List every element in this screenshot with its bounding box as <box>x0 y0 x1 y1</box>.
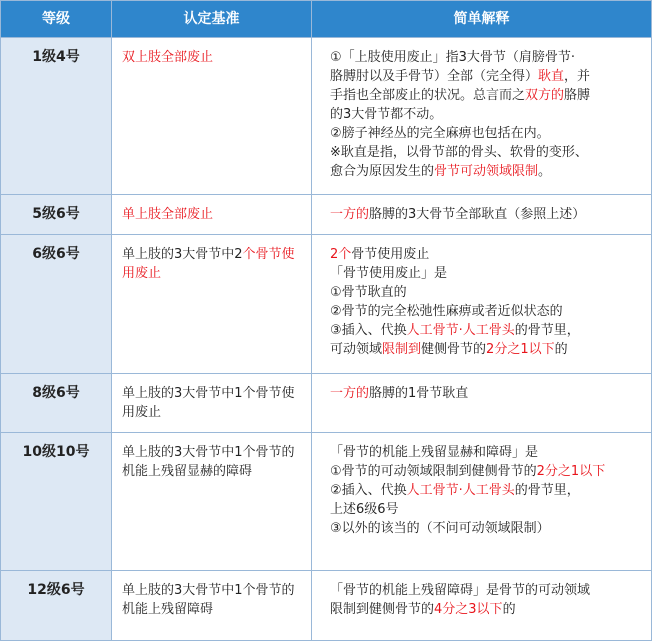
highlight-text: 2分之1以下 <box>486 342 555 357</box>
explanation-line <box>330 105 643 124</box>
grade-cell: 5级6号 <box>1 195 112 235</box>
text-segment: 单上肢的3大骨节中1个骨节的机能上残留障碍 <box>122 583 295 617</box>
text-segment: 愈合为原因发生的 <box>330 164 435 179</box>
explanation-line <box>330 48 643 67</box>
text-segment: 骨节使用废止 <box>351 247 430 262</box>
highlight-text: 2个 <box>330 247 352 262</box>
highlight-text: 双上肢全部废止 <box>122 50 214 65</box>
criteria-cell <box>112 374 312 433</box>
highlight-text: 4分之3以下 <box>434 602 503 617</box>
text-segment: ③插入、代换 <box>330 323 407 338</box>
highlight-text: 人工骨节·人工骨头 <box>406 323 515 338</box>
text-segment: ②骨节的完全松弛性麻痹或者近似状态的 <box>330 304 563 319</box>
criteria-cell <box>112 235 312 374</box>
text-segment: 手指也全部废止的状况。总言而之 <box>330 88 526 103</box>
explanation-line <box>330 340 643 359</box>
text-segment: 胳膊肘以及手骨节）全部（完全得） <box>330 69 539 84</box>
criteria-cell <box>112 433 312 571</box>
highlight-text: 一方的 <box>330 386 370 401</box>
explanation-line <box>330 500 643 519</box>
text-segment: 「骨节使用废止」是 <box>330 266 448 281</box>
explanation-line <box>330 124 643 143</box>
explanation-line <box>330 283 643 302</box>
explanation-line <box>330 245 643 264</box>
text-segment: 「骨节的机能上残留障碍」是骨节的可动领域 <box>330 583 591 598</box>
text-segment: 胳膊的3大骨节全部耿直（参照上述） <box>369 207 586 222</box>
criteria-cell <box>112 195 312 235</box>
criteria-cell <box>112 38 312 195</box>
explanation-line <box>330 519 643 538</box>
explanation-cell <box>312 235 652 374</box>
text-segment: 单上肢的3大骨节中1个骨节的机能上残留显赫的障碍 <box>122 445 295 479</box>
text-segment: ①骨节耿直的 <box>330 285 407 300</box>
text-segment: ③以外的该当的（不问可动领域限制） <box>330 521 550 536</box>
text-segment: 「骨节的机能上残留显赫和障碍」是 <box>330 445 539 460</box>
table-row <box>1 374 652 433</box>
explanation-line <box>330 67 643 86</box>
highlight-text: 单上肢全部废止 <box>122 207 214 222</box>
text-segment: 单上肢的3大骨节中1个骨节使用废止 <box>122 386 295 420</box>
explanation-line <box>330 264 643 283</box>
text-segment: 上述6级6号 <box>330 502 399 517</box>
explanation-line <box>330 143 643 162</box>
header-grade: 等级 <box>1 1 112 38</box>
criteria-cell <box>112 571 312 641</box>
table-row <box>1 433 652 571</box>
text-segment: 。 <box>538 164 552 179</box>
text-segment: 单上肢的3大骨节中2 <box>122 247 243 262</box>
grade-cell: 8级6号 <box>1 374 112 433</box>
explanation-line <box>330 86 643 105</box>
explanation-line <box>330 302 643 321</box>
header-explanation: 简单解释 <box>312 1 652 38</box>
highlight-text: 人工骨节·人工骨头 <box>406 483 515 498</box>
highlight-text: 个骨节使用废止 <box>122 247 295 281</box>
explanation-line <box>330 384 643 403</box>
explanation-line <box>330 162 643 181</box>
explanation-cell <box>312 38 652 195</box>
text-segment: ①骨节的可动领域限制到健侧骨节的 <box>330 464 537 479</box>
explanation-cell <box>312 571 652 641</box>
table-row <box>1 235 652 374</box>
text-segment: 的骨节里， <box>514 323 580 338</box>
explanation-cell <box>312 374 652 433</box>
text-segment: 胳膊的1骨节耿直 <box>369 386 469 401</box>
table-row <box>1 38 652 195</box>
grade-cell: 12级6号 <box>1 571 112 641</box>
text-segment: 的 <box>554 342 568 357</box>
explanation-line <box>330 481 643 500</box>
explanation-line <box>330 462 643 481</box>
explanation-line <box>330 581 643 600</box>
grade-cell: 1级4号 <box>1 38 112 195</box>
grade-cell: 10级10号 <box>1 433 112 571</box>
explanation-line <box>330 205 643 224</box>
text-segment: 限制到健侧骨节的 <box>330 602 435 617</box>
text-segment: 的 <box>502 602 516 617</box>
highlight-text: 一方的 <box>330 207 370 222</box>
text-segment: ，并 <box>564 69 591 84</box>
text-segment: ①「上肢使用废止」指3大骨节（肩膀骨节· <box>330 50 576 65</box>
text-segment: 可动领域 <box>330 342 383 357</box>
explanation-line <box>330 321 643 340</box>
text-segment: ②膀子神经丛的完全麻痹也包括在内。 <box>330 126 550 141</box>
highlight-text: 2分之1以下 <box>536 464 606 479</box>
explanation-cell <box>312 195 652 235</box>
text-segment: 健侧骨节的 <box>421 342 487 357</box>
highlight-text: 限制到 <box>382 342 422 357</box>
text-segment: 胳膊 <box>564 88 591 103</box>
text-segment: 的骨节里， <box>514 483 580 498</box>
header-criteria: 认定基准 <box>112 1 312 38</box>
explanation-line <box>330 443 643 462</box>
explanation-cell <box>312 433 652 571</box>
grade-cell: 6级6号 <box>1 235 112 374</box>
text-segment: 的3大骨节都不动。 <box>330 107 443 122</box>
table-row <box>1 571 652 641</box>
text-segment: ②插入、代换 <box>330 483 407 498</box>
highlight-text: 耿直 <box>538 69 565 84</box>
text-segment: ※耿直是指，以骨节部的骨头、软骨的变形、 <box>330 145 588 160</box>
highlight-text: 骨节可动领域限制 <box>434 164 539 179</box>
explanation-line <box>330 600 643 619</box>
table-row <box>1 195 652 235</box>
header-row <box>1 1 652 38</box>
highlight-text: 双方的 <box>525 88 565 103</box>
